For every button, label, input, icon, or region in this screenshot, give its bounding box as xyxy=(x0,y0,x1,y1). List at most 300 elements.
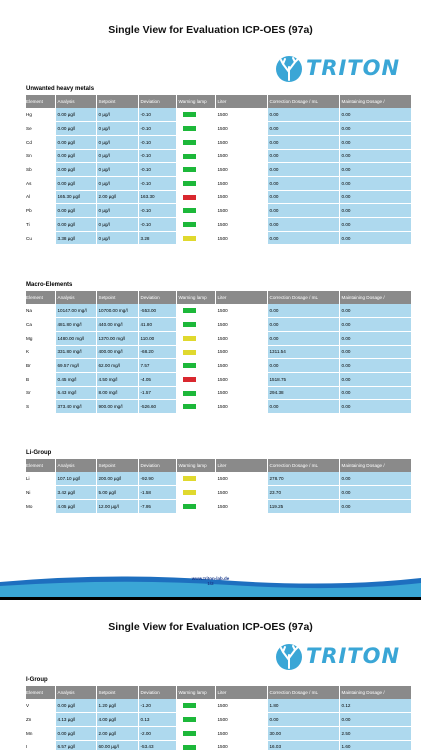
table-row xyxy=(26,318,411,332)
cell-element: As xyxy=(26,176,55,190)
column-header-warning-lamp: Warning lamp xyxy=(176,459,215,472)
cell-analysis: 0.00 µg/l xyxy=(55,699,96,713)
cell-setpoint: 0 µg/l xyxy=(96,149,138,163)
cell-setpoint: 4.00 µg/l xyxy=(96,713,138,727)
cell-maintaining-dosage: 0.00 xyxy=(339,486,411,500)
cell-deviation: -7.95 xyxy=(138,499,176,513)
table-row xyxy=(26,108,411,122)
column-header-analysis: Analysis xyxy=(55,459,96,472)
cell-warning-lamp xyxy=(176,499,215,513)
table-row xyxy=(26,190,411,204)
section-title: Macro-Elements xyxy=(26,282,73,288)
cell-maintaining-dosage: 0.00 xyxy=(339,176,411,190)
cell-warning-lamp xyxy=(176,345,215,359)
cell-warning-lamp xyxy=(176,231,215,245)
table-row xyxy=(26,176,411,190)
footer xyxy=(0,576,421,586)
column-header-warning-lamp: Warning lamp xyxy=(176,95,215,108)
results-table xyxy=(26,291,412,414)
warning-lamp-green xyxy=(183,322,196,327)
cell-element: Mn xyxy=(26,726,55,740)
cell-analysis: 0.00 µg/l xyxy=(55,726,96,740)
column-header-maintaining-dosage: Maintaining Dosage / xyxy=(339,459,411,472)
column-header-liter: Liter xyxy=(215,459,267,472)
column-header-element: Element xyxy=(26,686,55,699)
cell-maintaining-dosage: 0.00 xyxy=(339,163,411,177)
cell-warning-lamp xyxy=(176,400,215,414)
cell-deviation: -4.05 xyxy=(138,372,176,386)
cell-liter: 1500 xyxy=(215,386,267,400)
section-i-group xyxy=(26,677,411,750)
cell-warning-lamp xyxy=(176,699,215,713)
cell-warning-lamp xyxy=(176,176,215,190)
cell-warning-lamp xyxy=(176,163,215,177)
cell-setpoint: 400.00 mg/l xyxy=(96,345,138,359)
warning-lamp-green xyxy=(183,222,196,227)
cell-correction-dosage: 0.00 xyxy=(267,218,339,232)
section-macro-elements xyxy=(26,282,411,414)
cell-setpoint: 2.00 µg/l xyxy=(96,190,138,204)
cell-setpoint: 2.00 µg/l xyxy=(96,726,138,740)
warning-lamp-green xyxy=(183,208,196,213)
cell-warning-lamp xyxy=(176,386,215,400)
cell-maintaining-dosage: 0.00 xyxy=(339,135,411,149)
warning-lamp-yellow xyxy=(183,490,196,495)
table-row xyxy=(26,472,411,486)
cell-warning-lamp xyxy=(176,331,215,345)
cell-deviation: -0.10 xyxy=(138,149,176,163)
cell-liter: 1500 xyxy=(215,359,267,373)
footer-page-number: 1/2 xyxy=(207,581,214,586)
column-header-analysis: Analysis xyxy=(55,291,96,304)
cell-element: I xyxy=(26,740,55,750)
cell-warning-lamp xyxy=(176,713,215,727)
cell-deviation: 0.13 xyxy=(138,713,176,727)
cell-correction-dosage: 0.00 xyxy=(267,713,339,727)
table-row xyxy=(26,386,411,400)
cell-maintaining-dosage: 1.60 xyxy=(339,740,411,750)
column-header-correction-dosage: Correction Dosage / mL xyxy=(267,291,339,304)
cell-setpoint: 0 µg/l xyxy=(96,218,138,232)
cell-deviation: -0.10 xyxy=(138,135,176,149)
warning-lamp-yellow xyxy=(183,336,196,341)
column-header-setpoint: Setpoint xyxy=(96,686,138,699)
warning-lamp-green xyxy=(183,363,196,368)
cell-setpoint: 0 µg/l xyxy=(96,163,138,177)
cell-deviation: 163.30 xyxy=(138,190,176,204)
cell-correction-dosage: 1518.75 xyxy=(267,372,339,386)
table-row xyxy=(26,359,411,373)
cell-element: Cd xyxy=(26,135,55,149)
cell-setpoint: 10700.00 mg/l xyxy=(96,304,138,318)
cell-maintaining-dosage: 0.00 xyxy=(339,359,411,373)
column-header-correction-dosage: Correction Dosage / mL xyxy=(267,686,339,699)
cell-maintaining-dosage: 0.00 xyxy=(339,304,411,318)
cell-analysis: 0.00 µg/l xyxy=(55,108,96,122)
results-table xyxy=(26,95,412,245)
cell-warning-lamp xyxy=(176,218,215,232)
column-header-warning-lamp: Warning lamp xyxy=(176,291,215,304)
cell-analysis: 0.00 µg/l xyxy=(55,122,96,136)
cell-maintaining-dosage: 0.00 xyxy=(339,713,411,727)
cell-warning-lamp xyxy=(176,122,215,136)
cell-element: Se xyxy=(26,122,55,136)
cell-maintaining-dosage: 0.00 xyxy=(339,231,411,245)
footer-url[interactable]: www.triton-lab.de xyxy=(191,576,230,581)
cell-deviation: -92.90 xyxy=(138,472,176,486)
cell-warning-lamp xyxy=(176,190,215,204)
cell-maintaining-dosage: 0.00 xyxy=(339,472,411,486)
cell-element: Mo xyxy=(26,499,55,513)
table-header-row xyxy=(26,686,411,699)
cell-analysis: 0.00 µg/l xyxy=(55,149,96,163)
cell-correction-dosage: 30.00 xyxy=(267,726,339,740)
cell-liter: 1500 xyxy=(215,318,267,332)
table-row xyxy=(26,304,411,318)
warning-lamp-green xyxy=(183,154,196,159)
cell-correction-dosage: 278.70 xyxy=(267,472,339,486)
cell-correction-dosage: 1311.54 xyxy=(267,345,339,359)
cell-setpoint: 0 µg/l xyxy=(96,108,138,122)
cell-deviation: -0.10 xyxy=(138,218,176,232)
table-row xyxy=(26,331,411,345)
cell-deviation: 110.00 xyxy=(138,331,176,345)
table-header-row xyxy=(26,291,411,304)
cell-setpoint: 900.00 mg/l xyxy=(96,400,138,414)
table-header-row xyxy=(26,459,411,472)
cell-warning-lamp xyxy=(176,204,215,218)
cell-setpoint: 0 µg/l xyxy=(96,204,138,218)
cell-setpoint: 0 µg/l xyxy=(96,176,138,190)
cell-analysis: 0.00 µg/l xyxy=(55,204,96,218)
warning-lamp-green xyxy=(183,717,196,722)
cell-analysis: 481.80 mg/l xyxy=(55,318,96,332)
table-row xyxy=(26,135,411,149)
cell-correction-dosage: 1.80 xyxy=(267,699,339,713)
cell-correction-dosage: 0.00 xyxy=(267,108,339,122)
column-header-maintaining-dosage: Maintaining Dosage / xyxy=(339,686,411,699)
cell-warning-lamp xyxy=(176,108,215,122)
cell-correction-dosage: 0.00 xyxy=(267,304,339,318)
cell-analysis: 331.80 mg/l xyxy=(55,345,96,359)
table-row xyxy=(26,499,411,513)
cell-liter: 1500 xyxy=(215,372,267,386)
cell-liter: 1500 xyxy=(215,231,267,245)
cell-analysis: 0.00 µg/l xyxy=(55,163,96,177)
cell-analysis: 0.00 µg/l xyxy=(55,135,96,149)
column-header-deviation: Deviation xyxy=(138,459,176,472)
warning-lamp-green xyxy=(183,126,196,131)
cell-element: S xyxy=(26,400,55,414)
cell-warning-lamp xyxy=(176,372,215,386)
cell-deviation: -1.57 xyxy=(138,386,176,400)
cell-deviation: -53.43 xyxy=(138,740,176,750)
cell-correction-dosage: 0.00 xyxy=(267,400,339,414)
column-header-analysis: Analysis xyxy=(55,95,96,108)
table-header-row xyxy=(26,95,411,108)
triton-logo xyxy=(272,640,401,674)
cell-analysis: 165.30 µg/l xyxy=(55,190,96,204)
cell-liter: 1500 xyxy=(215,345,267,359)
cell-warning-lamp xyxy=(176,726,215,740)
column-header-warning-lamp: Warning lamp xyxy=(176,686,215,699)
cell-deviation: -2.00 xyxy=(138,726,176,740)
cell-analysis: 3.38 µg/l xyxy=(55,231,96,245)
cell-correction-dosage: 0.00 xyxy=(267,331,339,345)
section-title: Li-Group xyxy=(26,450,52,456)
column-header-liter: Liter xyxy=(215,95,267,108)
cell-setpoint: 1370.00 mg/l xyxy=(96,331,138,345)
cell-correction-dosage: 0.00 xyxy=(267,122,339,136)
cell-correction-dosage: 0.00 xyxy=(267,318,339,332)
cell-setpoint: 60.00 µg/l xyxy=(96,740,138,750)
cell-analysis: 373.40 mg/l xyxy=(55,400,96,414)
cell-correction-dosage: 0.00 xyxy=(267,231,339,245)
cell-liter: 1500 xyxy=(215,699,267,713)
cell-maintaining-dosage: 0.00 xyxy=(339,204,411,218)
cell-warning-lamp xyxy=(176,472,215,486)
cell-maintaining-dosage: 0.00 xyxy=(339,122,411,136)
cell-maintaining-dosage: 0.00 xyxy=(339,218,411,232)
column-header-element: Element xyxy=(26,95,55,108)
cell-element: V xyxy=(26,699,55,713)
cell-setpoint: 8.00 mg/l xyxy=(96,386,138,400)
column-header-maintaining-dosage: Maintaining Dosage / xyxy=(339,291,411,304)
warning-lamp-green xyxy=(183,745,196,750)
cell-element: Li xyxy=(26,472,55,486)
cell-deviation: 7.57 xyxy=(138,359,176,373)
cell-setpoint: 12.00 µg/l xyxy=(96,499,138,513)
cell-element: Br xyxy=(26,359,55,373)
cell-setpoint: 0 µg/l xyxy=(96,135,138,149)
cell-liter: 1500 xyxy=(215,122,267,136)
cell-warning-lamp xyxy=(176,486,215,500)
warning-lamp-yellow xyxy=(183,350,196,355)
cell-maintaining-dosage: 0.00 xyxy=(339,108,411,122)
column-header-maintaining-dosage: Maintaining Dosage / xyxy=(339,95,411,108)
table-row xyxy=(26,400,411,414)
column-header-setpoint: Setpoint xyxy=(96,459,138,472)
cell-correction-dosage: 0.00 xyxy=(267,190,339,204)
cell-element: Na xyxy=(26,304,55,318)
cell-setpoint: 62.00 mg/l xyxy=(96,359,138,373)
cell-deviation: -553.00 xyxy=(138,304,176,318)
cell-maintaining-dosage: 0.00 xyxy=(339,318,411,332)
warning-lamp-yellow xyxy=(183,476,196,481)
warning-lamp-green xyxy=(183,308,196,313)
triton-logo xyxy=(272,52,401,86)
cell-element: K xyxy=(26,345,55,359)
column-header-deviation: Deviation xyxy=(138,291,176,304)
cell-maintaining-dosage: 0.12 xyxy=(339,699,411,713)
table-row xyxy=(26,726,411,740)
column-header-element: Element xyxy=(26,459,55,472)
cell-maintaining-dosage: 0.00 xyxy=(339,190,411,204)
cell-warning-lamp xyxy=(176,304,215,318)
cell-element: Sn xyxy=(26,149,55,163)
cell-element: Al xyxy=(26,190,55,204)
warning-lamp-yellow xyxy=(183,236,196,241)
cell-correction-dosage: 0.00 xyxy=(267,176,339,190)
cell-liter: 1500 xyxy=(215,135,267,149)
logo-wordmark: TRITON xyxy=(306,644,401,668)
cell-analysis: 0.00 µg/l xyxy=(55,218,96,232)
cell-deviation: -1.20 xyxy=(138,699,176,713)
logo-wordmark: TRITON xyxy=(306,56,401,80)
cell-maintaining-dosage: 0.00 xyxy=(339,400,411,414)
cell-element: Pb xyxy=(26,204,55,218)
cell-element: B xyxy=(26,372,55,386)
cell-deviation: -1.58 xyxy=(138,486,176,500)
warning-lamp-green xyxy=(183,504,196,509)
cell-setpoint: 5.00 µg/l xyxy=(96,486,138,500)
table-row xyxy=(26,231,411,245)
cell-maintaining-dosage: 0.00 xyxy=(339,149,411,163)
warning-lamp-green xyxy=(183,731,196,736)
cell-liter: 1500 xyxy=(215,713,267,727)
column-header-element: Element xyxy=(26,291,55,304)
coral-icon xyxy=(272,52,306,86)
section-li-group xyxy=(26,450,411,514)
warning-lamp-green xyxy=(183,181,196,186)
cell-setpoint: 0 µg/l xyxy=(96,122,138,136)
table-row xyxy=(26,163,411,177)
table-row xyxy=(26,345,411,359)
warning-lamp-green xyxy=(183,112,196,117)
cell-element: Ni xyxy=(26,486,55,500)
cell-correction-dosage: 0.00 xyxy=(267,359,339,373)
warning-lamp-green xyxy=(183,140,196,145)
cell-liter: 1500 xyxy=(215,190,267,204)
cell-element: Ti xyxy=(26,218,55,232)
cell-analysis: 6.57 µg/l xyxy=(55,740,96,750)
cell-warning-lamp xyxy=(176,149,215,163)
cell-maintaining-dosage: 0.00 xyxy=(339,386,411,400)
warning-lamp-green xyxy=(183,703,196,708)
table-row xyxy=(26,204,411,218)
table-row xyxy=(26,713,411,727)
warning-lamp-green xyxy=(183,391,196,396)
cell-element: Cu xyxy=(26,231,55,245)
cell-analysis: 0.45 mg/l xyxy=(55,372,96,386)
cell-liter: 1500 xyxy=(215,218,267,232)
cell-maintaining-dosage: 0.00 xyxy=(339,372,411,386)
results-table xyxy=(26,686,412,750)
cell-setpoint: 440.00 mg/l xyxy=(96,318,138,332)
cell-liter: 1500 xyxy=(215,472,267,486)
warning-lamp-green xyxy=(183,404,196,409)
table-row xyxy=(26,122,411,136)
table-row xyxy=(26,149,411,163)
cell-analysis: 10147.00 mg/l xyxy=(55,304,96,318)
cell-analysis: 107.10 µg/l xyxy=(55,472,96,486)
cell-analysis: 4.05 µg/l xyxy=(55,499,96,513)
report-page-2 xyxy=(0,600,421,750)
warning-lamp-red xyxy=(183,195,196,200)
warning-lamp-green xyxy=(183,167,196,172)
column-header-deviation: Deviation xyxy=(138,95,176,108)
table-row xyxy=(26,699,411,713)
cell-correction-dosage: 119.25 xyxy=(267,499,339,513)
cell-liter: 1500 xyxy=(215,204,267,218)
cell-setpoint: 4.50 mg/l xyxy=(96,372,138,386)
column-header-setpoint: Setpoint xyxy=(96,95,138,108)
cell-maintaining-dosage: 0.00 xyxy=(339,331,411,345)
cell-analysis: 1480.00 mg/l xyxy=(55,331,96,345)
table-row xyxy=(26,218,411,232)
cell-deviation: -68.20 xyxy=(138,345,176,359)
cell-liter: 1500 xyxy=(215,163,267,177)
column-header-correction-dosage: Correction Dosage / mL xyxy=(267,459,339,472)
column-header-liter: Liter xyxy=(215,291,267,304)
cell-deviation: -0.10 xyxy=(138,108,176,122)
cell-liter: 1500 xyxy=(215,304,267,318)
cell-liter: 1500 xyxy=(215,176,267,190)
cell-liter: 1500 xyxy=(215,400,267,414)
cell-analysis: 3.42 µg/l xyxy=(55,486,96,500)
cell-correction-dosage: 0.00 xyxy=(267,204,339,218)
cell-deviation: 41.80 xyxy=(138,318,176,332)
cell-liter: 1500 xyxy=(215,486,267,500)
coral-icon xyxy=(272,640,306,674)
section-title: I-Group xyxy=(26,677,48,683)
page-title: Single View for Evaluation ICP-OES (97a) xyxy=(108,24,313,36)
cell-warning-lamp xyxy=(176,359,215,373)
column-header-liter: Liter xyxy=(215,686,267,699)
cell-element: Sb xyxy=(26,163,55,177)
cell-correction-dosage: 23.70 xyxy=(267,486,339,500)
cell-warning-lamp xyxy=(176,318,215,332)
cell-analysis: 4.13 µg/l xyxy=(55,713,96,727)
cell-maintaining-dosage: 0.00 xyxy=(339,499,411,513)
cell-setpoint: 1.20 µg/l xyxy=(96,699,138,713)
cell-analysis: 0.00 µg/l xyxy=(55,176,96,190)
column-header-deviation: Deviation xyxy=(138,686,176,699)
cell-liter: 1500 xyxy=(215,740,267,750)
cell-deviation: 3.28 xyxy=(138,231,176,245)
page-title: Single View for Evaluation ICP-OES (97a) xyxy=(108,621,313,633)
cell-setpoint: 200.00 µg/l xyxy=(96,472,138,486)
cell-correction-dosage: 0.00 xyxy=(267,135,339,149)
cell-liter: 1500 xyxy=(215,499,267,513)
cell-analysis: 6.43 mg/l xyxy=(55,386,96,400)
cell-deviation: -526.60 xyxy=(138,400,176,414)
cell-element: Mg xyxy=(26,331,55,345)
column-header-setpoint: Setpoint xyxy=(96,291,138,304)
cell-setpoint: 0 µg/l xyxy=(96,231,138,245)
cell-correction-dosage: 16.03 xyxy=(267,740,339,750)
table-row xyxy=(26,740,411,750)
column-header-correction-dosage: Correction Dosage / mL xyxy=(267,95,339,108)
cell-element: Hg xyxy=(26,108,55,122)
cell-analysis: 69.57 mg/l xyxy=(55,359,96,373)
cell-element: Ca xyxy=(26,318,55,332)
cell-element: Sr xyxy=(26,386,55,400)
cell-deviation: -0.10 xyxy=(138,176,176,190)
cell-element: Zn xyxy=(26,713,55,727)
warning-lamp-red xyxy=(183,377,196,382)
cell-correction-dosage: 294.38 xyxy=(267,386,339,400)
table-row xyxy=(26,372,411,386)
cell-deviation: -0.10 xyxy=(138,163,176,177)
cell-liter: 1500 xyxy=(215,331,267,345)
cell-deviation: -0.10 xyxy=(138,122,176,136)
section-title: Unwanted heavy metals xyxy=(26,86,95,92)
results-table xyxy=(26,459,412,514)
cell-maintaining-dosage: 0.00 xyxy=(339,345,411,359)
cell-correction-dosage: 0.00 xyxy=(267,163,339,177)
cell-deviation: -0.10 xyxy=(138,204,176,218)
